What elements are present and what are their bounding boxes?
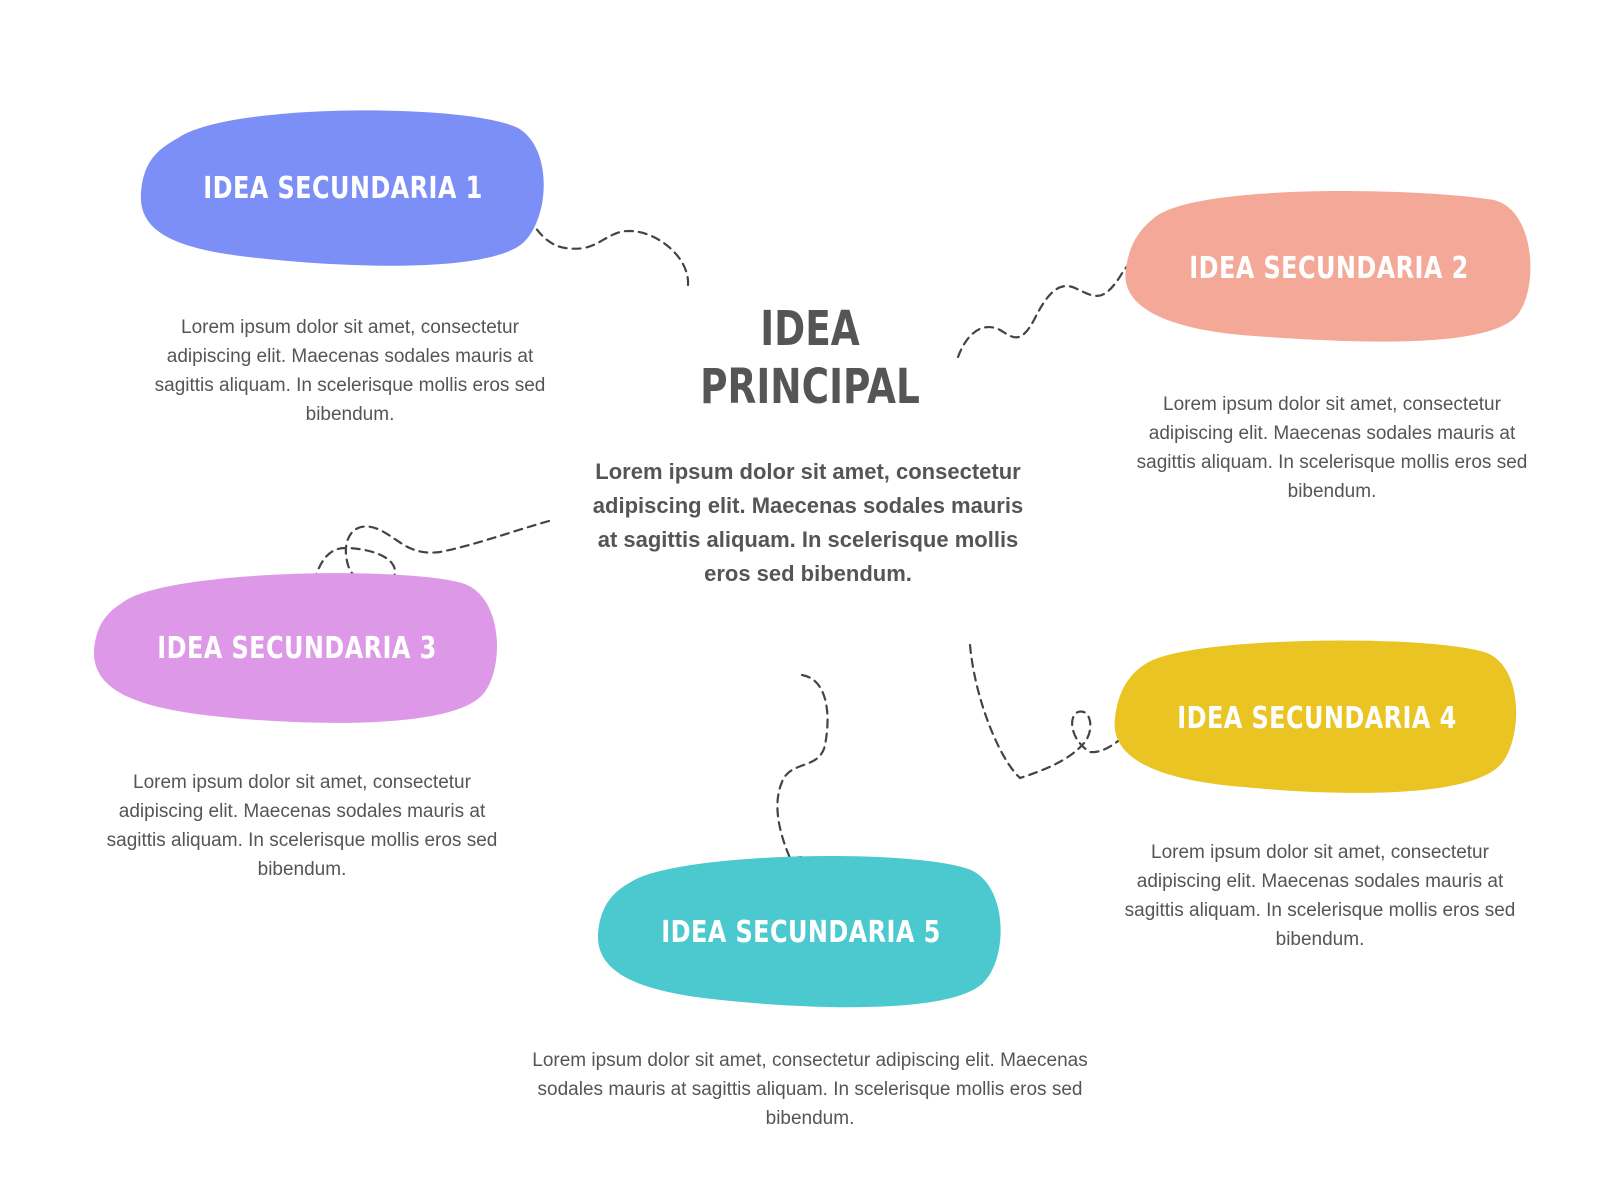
- idea-4-blob: [1112, 638, 1522, 798]
- main-idea-text: Lorem ipsum dolor sit amet, consectetur adipiscing elit. Maecenas sodales mauris at sagittis aliquam. In scelerisque mollis eros sed bibendum.: [592, 459, 1024, 586]
- idea-5-blob: [596, 852, 1006, 1012]
- idea-5-label: IDEA SECUNDARIA 5: [661, 914, 941, 950]
- idea-4-description: Lorem ipsum dolor sit amet, consectetur adipiscing elit. Maecenas sodales mauris at sagittis aliquam. In scelerisque mollis eros sed bibendum.: [1124, 842, 1516, 950]
- connector-idea-2: [958, 262, 1140, 357]
- connector-idea-5: [777, 675, 827, 858]
- idea-1-blob: [138, 108, 548, 268]
- idea-2-label: IDEA SECUNDARIA 2: [1189, 250, 1469, 286]
- main-idea-title: [646, 300, 974, 416]
- idea-3-label: IDEA SECUNDARIA 3: [157, 630, 437, 666]
- idea-2-description: Lorem ipsum dolor sit amet, consectetur adipiscing elit. Maecenas sodales mauris at sagittis aliquam. In scelerisque mollis eros sed bibendum.: [1136, 394, 1528, 502]
- idea-2-blob: [1124, 188, 1534, 348]
- idea-1-description: Lorem ipsum dolor sit amet, consectetur adipiscing elit. Maecenas sodales mauris at sagittis aliquam. In scelerisque mollis eros sed bibendum.: [154, 317, 546, 425]
- idea-3-blob: [92, 568, 502, 728]
- main-idea-title-line-2: PRINCIPAL: [700, 359, 920, 415]
- idea-1-label: IDEA SECUNDARIA 1: [203, 170, 483, 206]
- idea-3-description: Lorem ipsum dolor sit amet, consectetur adipiscing elit. Maecenas sodales mauris at sagittis aliquam. In scelerisque mollis eros sed bibendum.: [106, 772, 498, 880]
- idea-4-label: IDEA SECUNDARIA 4: [1177, 700, 1457, 736]
- idea-5-description: Lorem ipsum dolor sit amet, consectetur adipiscing elit. Maecenas sodales mauris at sagittis aliquam. In scelerisque mollis eros sed bibendum.: [532, 1050, 1088, 1129]
- main-idea-title-line-1: IDEA: [760, 301, 860, 357]
